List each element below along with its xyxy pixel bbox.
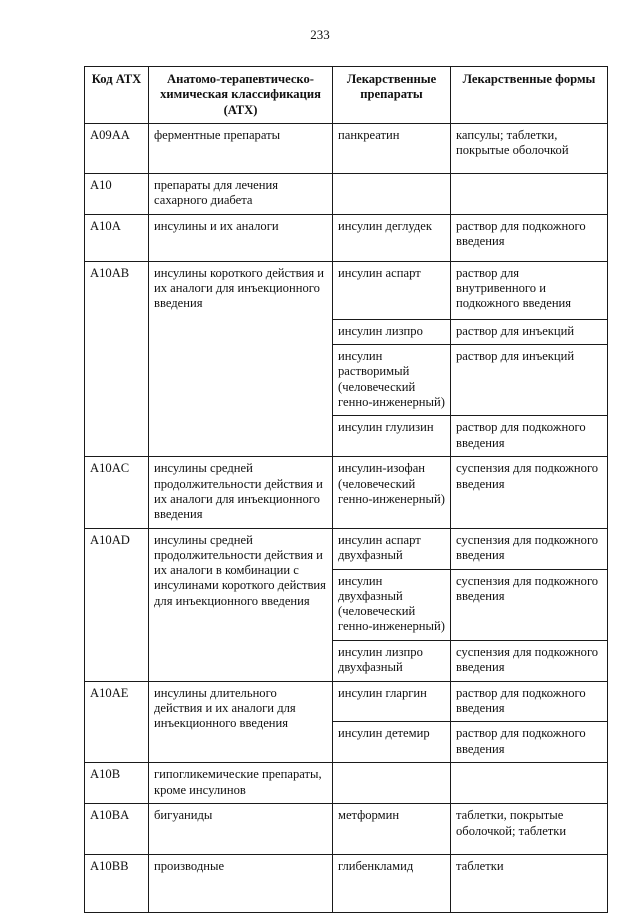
table-row bbox=[85, 457, 608, 528]
drug-cell: инсулин гларгин bbox=[333, 681, 451, 722]
atc-code-cell: A10AD bbox=[85, 528, 149, 681]
classification-cell: препараты для лечения сахарного диабета bbox=[149, 173, 333, 214]
drug-cell: инсулин деглудек bbox=[333, 214, 451, 261]
table-row bbox=[85, 855, 608, 913]
page-number: 233 bbox=[310, 27, 330, 42]
table-row bbox=[85, 173, 608, 214]
dosage-form-cell: таблетки, покрытые оболочкой; таблетки bbox=[451, 804, 608, 855]
drug-cell: инсулин лизпро двухфазный bbox=[333, 640, 451, 681]
drug-cell: метформин bbox=[333, 804, 451, 855]
classification-cell: инсулины и их аналоги bbox=[149, 214, 333, 261]
dosage-form-cell: раствор для внутривенного и подкожного введения bbox=[451, 261, 608, 319]
dosage-form-cell: раствор для инъекций bbox=[451, 345, 608, 416]
header-drugs: Лекарственные препараты bbox=[333, 67, 451, 124]
atc-code-cell: A09AA bbox=[85, 123, 149, 173]
dosage-form-cell: раствор для инъекций bbox=[451, 319, 608, 344]
dosage-form-cell: таблетки bbox=[451, 855, 608, 913]
dosage-form-cell: суспензия для подкожного введения bbox=[451, 457, 608, 528]
classification-cell: бигуаниды bbox=[149, 804, 333, 855]
drug-cell: инсулин двухфазный (человеческий генно-инженерный) bbox=[333, 569, 451, 640]
table-header-row bbox=[85, 67, 608, 124]
classification-cell: ферментные препараты bbox=[149, 123, 333, 173]
atc-code-cell: A10AB bbox=[85, 261, 149, 456]
atc-code-cell: A10BA bbox=[85, 804, 149, 855]
drug-cell: инсулин лизпро bbox=[333, 319, 451, 344]
dosage-form-cell bbox=[451, 763, 608, 804]
dosage-form-cell: раствор для подкожного введения bbox=[451, 416, 608, 457]
atc-code-cell: A10A bbox=[85, 214, 149, 261]
drug-cell: глибенкламид bbox=[333, 855, 451, 913]
classification-cell: инсулины средней продолжительности действия и их аналоги для инъекционного введения bbox=[149, 457, 333, 528]
dosage-form-cell: раствор для подкожного введения bbox=[451, 722, 608, 763]
atc-code-cell: A10B bbox=[85, 763, 149, 804]
atc-code-cell: A10BB bbox=[85, 855, 149, 913]
header-atc-code: Код АТХ bbox=[85, 67, 149, 124]
dosage-form-cell: раствор для подкожного введения bbox=[451, 214, 608, 261]
dosage-form-cell: суспензия для подкожного введения bbox=[451, 528, 608, 569]
dosage-form-cell: суспензия для подкожного введения bbox=[451, 569, 608, 640]
drug-cell: инсулин детемир bbox=[333, 722, 451, 763]
table-row bbox=[85, 804, 608, 855]
drug-cell bbox=[333, 173, 451, 214]
table-row bbox=[85, 123, 608, 173]
atc-code-cell: A10 bbox=[85, 173, 149, 214]
drug-cell: панкреатин bbox=[333, 123, 451, 173]
atc-drug-table bbox=[84, 66, 608, 913]
atc-code-cell: A10AC bbox=[85, 457, 149, 528]
classification-cell: гипогликемические препараты, кроме инсулинов bbox=[149, 763, 333, 804]
dosage-form-cell bbox=[451, 173, 608, 214]
dosage-form-cell: капсулы; таблетки, покрытые оболочкой bbox=[451, 123, 608, 173]
classification-cell: инсулины короткого действия и их аналоги для инъекционного введения bbox=[149, 261, 333, 456]
drug-cell: инсулин аспарт bbox=[333, 261, 451, 319]
classification-cell: производные bbox=[149, 855, 333, 913]
drug-cell: инсулин аспарт двухфазный bbox=[333, 528, 451, 569]
table-row bbox=[85, 261, 608, 319]
dosage-form-cell: суспензия для подкожного введения bbox=[451, 640, 608, 681]
drug-cell: инсулин растворимый (человеческий генно-инженерный) bbox=[333, 345, 451, 416]
header-classification: Анатомо-терапевтическо-химическая классификация (АТХ) bbox=[149, 67, 333, 124]
drug-cell: инсулин-изофан (человеческий генно-инженерный) bbox=[333, 457, 451, 528]
table-row bbox=[85, 681, 608, 722]
table-row bbox=[85, 214, 608, 261]
dosage-form-cell: раствор для подкожного введения bbox=[451, 681, 608, 722]
drug-cell: инсулин глулизин bbox=[333, 416, 451, 457]
table-row bbox=[85, 763, 608, 804]
header-dosage-forms: Лекарственные формы bbox=[451, 67, 608, 124]
drug-cell bbox=[333, 763, 451, 804]
atc-code-cell: A10AE bbox=[85, 681, 149, 763]
table-row bbox=[85, 528, 608, 569]
classification-cell: инсулины длительного действия и их аналоги для инъекционного введения bbox=[149, 681, 333, 763]
classification-cell: инсулины средней продолжительности действия и их аналоги в комбинации с инсулинами короткого действия для инъекционного введения bbox=[149, 528, 333, 681]
